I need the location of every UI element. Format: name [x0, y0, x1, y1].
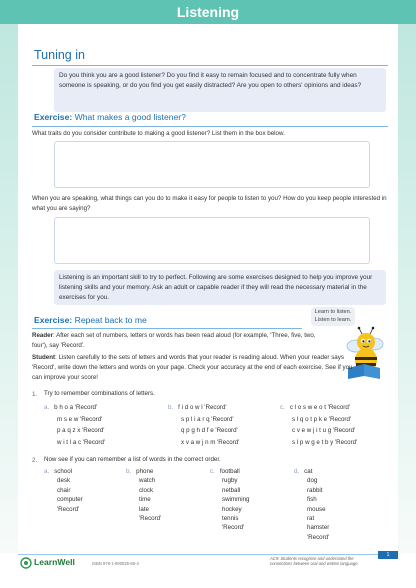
list-item: q p g h d f e 'Record' — [181, 427, 238, 435]
list-item: hamster — [307, 524, 330, 532]
learnwell-logo: LearnWell — [34, 557, 75, 567]
task-1-text: Try to remember combinations of letters. — [44, 390, 155, 397]
task-2-column-a — [44, 467, 83, 514]
list-item: s p l i a r q 'Record' — [181, 415, 234, 423]
list-item: mouse — [307, 505, 326, 513]
list-item: computer — [57, 496, 83, 504]
speaking-answer-box[interactable] — [54, 217, 370, 264]
list-item: p a q z x 'Record' — [57, 427, 105, 435]
task-2-column-d — [294, 467, 329, 542]
list-item: d. cat — [294, 468, 313, 475]
section-divider — [32, 328, 302, 329]
list-item: m s e w 'Record' — [57, 415, 103, 423]
left-margin-band — [0, 24, 18, 554]
page-header — [0, 0, 416, 24]
list-item: 'Record' — [57, 505, 80, 513]
tuning-in-question: Do you think you are a good listener? Do you find it easy to remain focused and to concentrate fully when someone is speaking, or do you find you get easily distracted? Are you open to others' opinions and ideas? — [54, 68, 386, 112]
task-1-number: 1. — [32, 391, 38, 398]
task-1-column-b — [168, 402, 239, 449]
list-item: dog — [307, 477, 318, 485]
list-item: tennis — [222, 515, 239, 523]
list-item: rabbit — [307, 486, 323, 494]
list-item: rat — [307, 515, 315, 523]
section-divider — [32, 65, 388, 66]
list-item: chair — [57, 486, 71, 494]
exercise-1-title: Exercise: What makes a good listener? — [34, 112, 186, 122]
list-item: 'Record' — [139, 515, 162, 523]
list-item: s l p w g e t b y 'Record' — [292, 439, 358, 447]
tuning-in-heading: Tuning in — [34, 48, 85, 62]
reader-instructions: Reader: After each set of numbers, letters or words has been read aloud (for example, 'Three, five, two, four'), say 'Record'. — [32, 332, 316, 349]
curriculum-note: AC9: Students recognise and understand the connections between oral and written language. — [270, 556, 359, 567]
list-item: desk — [57, 477, 71, 485]
exercise-1-prompt-2: When you are speaking, what things can you do to make it easy for people to listen to you? How do you keep people interested in what you are saying? — [32, 195, 387, 212]
traits-answer-box[interactable] — [54, 141, 370, 188]
task-2-column-b — [126, 467, 161, 523]
task-2-column-c — [210, 467, 250, 533]
task-2-number: 2. — [32, 457, 38, 464]
list-item: time — [139, 496, 151, 504]
list-item: rugby — [222, 477, 238, 485]
list-item: c. football — [210, 468, 240, 475]
exercise-1-prompt-1: What traits do you consider contribute to making a good listener? List them in the box below. — [32, 130, 285, 137]
list-item: watch — [139, 477, 156, 485]
list-item: fish — [307, 496, 317, 504]
list-item: 'Record' — [307, 533, 330, 541]
list-item: s l q o t p k e 'Record' — [292, 415, 352, 423]
list-item: hockey — [222, 505, 242, 513]
list-item: c. c l o s w e o t 'Record' — [280, 404, 350, 411]
list-item: b. f i d o w l 'Record' — [168, 404, 227, 411]
student-instructions: Student: Listen carefully to the sets of letters and words that your reader is reading aloud. When your reader says 'Record', write down the letters and words on your page. Check your accuracy at the end of each exercise. See if you can improve your score! — [32, 354, 353, 381]
list-item: netball — [222, 486, 241, 494]
list-item: clock — [139, 486, 154, 494]
task-2-text: Now see if you can remember a list of words in the correct order. — [44, 456, 221, 463]
exercise-2-title: Exercise: Repeat back to me — [34, 315, 147, 325]
isbn-text: ISBN 978-1-990025-65-4 — [92, 561, 139, 566]
list-item: x v a w j n m 'Record' — [181, 439, 240, 447]
list-item: a. school — [44, 468, 73, 475]
list-item: swimming — [222, 496, 250, 504]
page-title: Listening — [176, 4, 240, 20]
listening-note: Listening is an important skill to try to perfect. Following are some exercises designed to help you improve your listening skills and your memory. Ask an adult or capable reader if they will read the necessary material in the exercises for you. — [54, 270, 386, 305]
right-margin-band — [398, 24, 416, 554]
list-item: b. phone — [126, 468, 154, 475]
page-number: 1 — [378, 551, 398, 559]
list-item: a. b h o a 'Record' — [44, 404, 98, 411]
list-item: 'Record' — [222, 524, 245, 532]
worksheet-page — [18, 24, 398, 554]
task-1-column-a — [44, 402, 105, 449]
list-item: c v e w j i t u g 'Record' — [292, 427, 356, 435]
speech-bubble: Learn to listen. Listen to learn. — [311, 307, 355, 326]
learnwell-logo-icon — [20, 557, 32, 569]
footer-divider — [18, 554, 398, 555]
list-item: w i t l a c 'Record' — [57, 439, 106, 447]
section-divider — [32, 126, 388, 127]
list-item: late — [139, 505, 149, 513]
task-1-column-c — [280, 402, 357, 449]
